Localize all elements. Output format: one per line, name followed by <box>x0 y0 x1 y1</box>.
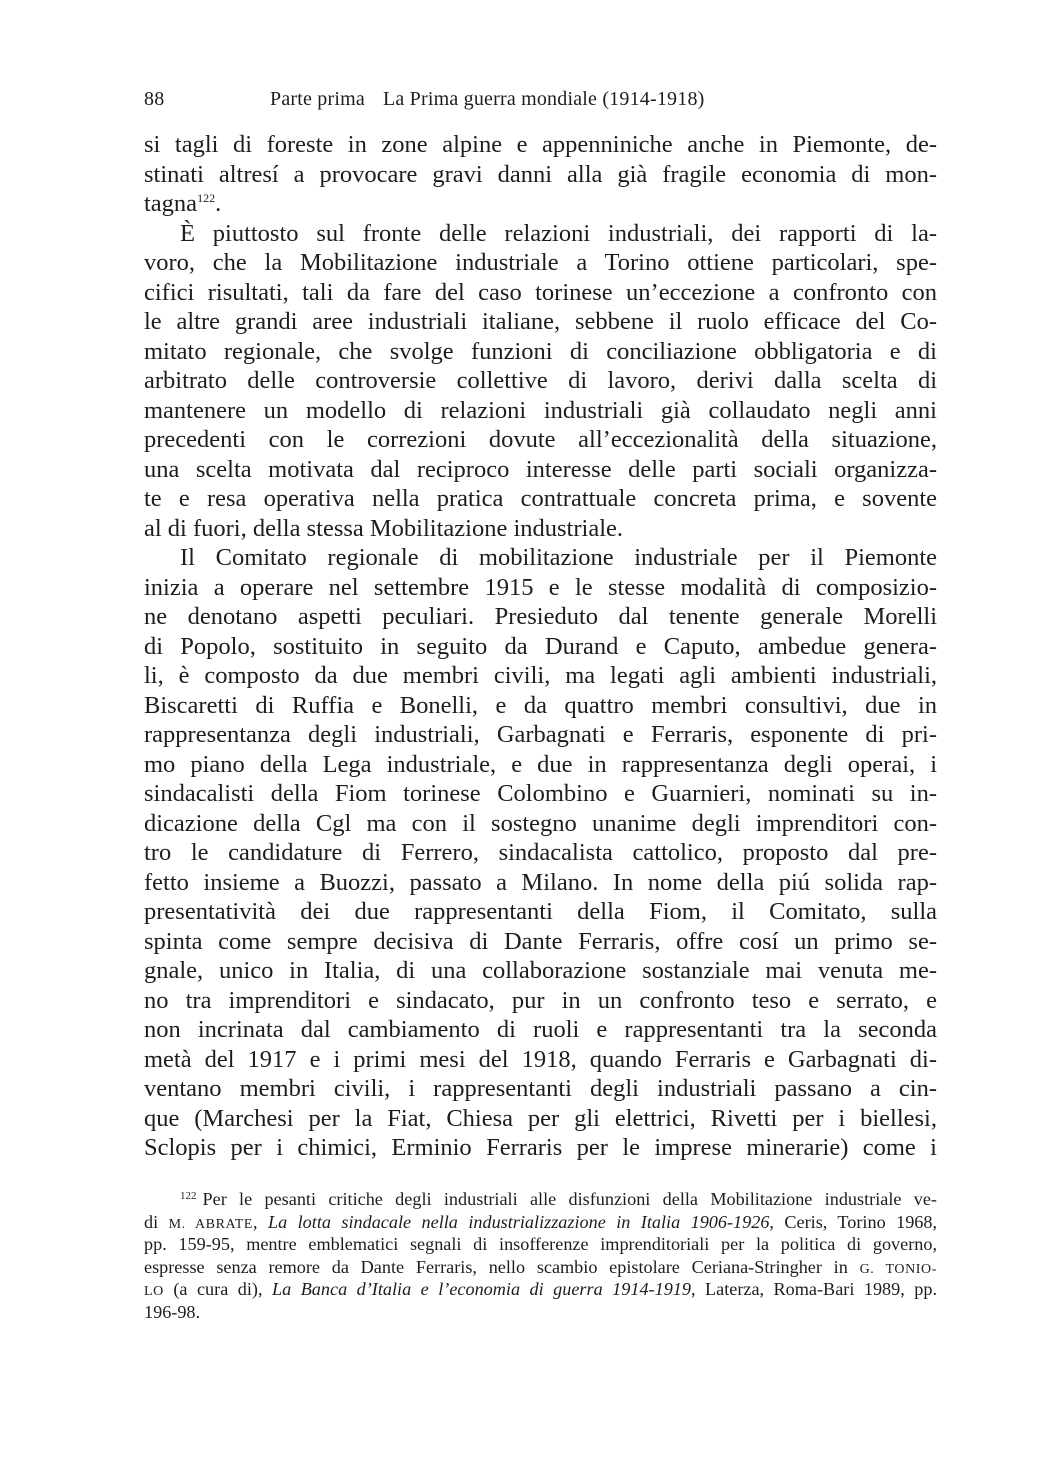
text-line: te e resa operativa nella pratica contrattuale concreta prima, e sovente <box>144 485 937 512</box>
text-fragment: , Ceris, Torino 1968, <box>769 1211 938 1232</box>
text-line: presentatività dei due rappresentanti della Fiom, il Comitato, sulla <box>144 898 937 925</box>
main-text <box>144 130 937 1163</box>
text-line: tro le candidature di Ferrero, sindacalista cattolico, proposto dal pre- <box>144 839 937 866</box>
text-line: spinta come sempre decisiva di Dante Ferraris, offre cosí un primo se- <box>144 927 937 955</box>
text-fragment: Per le pesanti critiche degli industriali alle disfunzioni della Mobilitazione industriale ve- <box>202 1189 937 1209</box>
text-line: ventano membri civili, i rappresentanti degli industriali passano a cin- <box>144 1075 937 1102</box>
text-line: una scelta motivata dal reciproco interesse delle parti sociali organizza- <box>144 455 937 483</box>
text-fragment: , Laterza, Roma-Bari 1989, pp. <box>690 1279 937 1299</box>
part-title: Parte prima <box>270 88 365 110</box>
text-line: al di fuori, della stessa Mobilitazione industriale. <box>144 514 623 542</box>
text-line: cifici risultati, tali da fare del caso torinese un’eccezione a confronto con <box>144 278 937 306</box>
footnote-reference[interactable]: 122 <box>197 191 216 205</box>
text-line: mantenere un modello di relazioni industriali già collaudato negli anni <box>144 396 937 424</box>
footnote <box>144 1188 937 1323</box>
book-title: La lotta sindacale nella industrializzazione in Italia 1906-1926 <box>267 1211 770 1232</box>
author-name: M. ABRATE <box>168 1216 253 1232</box>
author-name: LO <box>144 1284 164 1299</box>
text-line: mo piano della Lega industriale, e due in rappresentanza degli operai, i <box>144 750 937 778</box>
text-fragment: tagna <box>144 190 198 217</box>
chapter-title: La Prima guerra mondiale (1914-1918) <box>382 88 705 110</box>
text-line: que (Marchesi per la Fiat, Chiesa per gli elettrici, Rivetti per i biellesi, <box>144 1104 937 1132</box>
text-line: voro, che la Mobilitazione industriale a Torino ottiene particolari, spe- <box>144 249 937 276</box>
text-line: metà del 1917 e i primi mesi del 1918, quando Ferraris e Garbagnati di- <box>144 1045 937 1073</box>
text-line: Il Comitato regionale di mobilitazione industriale per il Piemonte <box>180 544 937 571</box>
text-fragment: espresse senza remore da Dante Ferraris, nello scambio epistolare Ceriana-Stringher in <box>144 1256 848 1277</box>
text-line: Sclopis per i chimici, Erminio Ferraris per le imprese minerarie) come i <box>144 1134 937 1161</box>
text-line: Biscaretti di Ruffia e Bonelli, e da quattro membri consultivi, due in <box>144 691 937 719</box>
author-name: G. TONIO- <box>859 1261 938 1277</box>
text-line: È piuttosto sul fronte delle relazioni industriali, dei rapporti di la- <box>180 219 937 247</box>
footnote-line: 196-98. <box>144 1301 201 1322</box>
running-title <box>270 82 705 116</box>
text-fragment: . <box>215 190 222 217</box>
footnote-line <box>144 1256 937 1279</box>
text-line: fetto insieme a Buozzi, passato a Milano. In nome della piú solida rap- <box>144 868 937 896</box>
footnote-line: pp. 159-95, mentre emblematici segnali di insofferenze imprenditoriali per la politica di governo, <box>144 1234 937 1254</box>
footnote-line <box>144 1188 937 1211</box>
text-line: precedenti con le correzioni dovute all’eccezionalità della situazione, <box>144 426 937 453</box>
book-title: La Banca d’Italia e l’economia di guerra 1914-1919 <box>272 1279 691 1299</box>
running-header <box>144 82 944 116</box>
text-line: no tra imprenditori e sindacato, pur in un confronto teso e serrato, e <box>144 986 937 1014</box>
text-fragment: (a cura di), <box>173 1279 263 1299</box>
text-fragment: , <box>253 1211 258 1232</box>
text-line: rappresentanza degli industriali, Garbagnati e Ferraris, esponente di pri- <box>144 721 937 748</box>
text-line: li, è composto da due membri civili, ma legati agli ambienti industriali, <box>144 662 937 689</box>
footnote-line <box>144 1211 937 1234</box>
text-line: si tagli di foreste in zone alpine e appenniniche anche in Piemonte, de- <box>144 131 937 158</box>
text-line: inizia a operare nel settembre 1915 e le stesse modalità di composizio- <box>144 573 937 601</box>
footnote-number: 122 <box>180 1190 197 1202</box>
footnote-line <box>144 1278 937 1301</box>
text-fragment: di <box>144 1211 159 1232</box>
text-line: gnale, unico in Italia, di una collaborazione sostanziale mai venuta me- <box>144 957 937 984</box>
text-line: le altre grandi aree industriali italiane, sebbene il ruolo efficace del Co- <box>144 308 937 335</box>
text-line: arbitrato delle controversie collettive di lavoro, derivi dalla scelta di <box>144 367 937 394</box>
text-line: non incrinata dal cambiamento di ruoli e rappresentanti tra la seconda <box>144 1016 937 1043</box>
page-number: 88 <box>144 88 165 110</box>
text-line: di Popolo, sostituito in seguito da Durand e Caputo, ambedue genera- <box>144 632 937 660</box>
text-line <box>144 189 937 219</box>
text-line: ne denotano aspetti peculiari. Presieduto dal tenente generale Morelli <box>144 603 937 630</box>
text-line: mitato regionale, che svolge funzioni di conciliazione obbligatoria e di <box>144 337 937 365</box>
text-line: dicazione della Cgl ma con il sostegno unanime degli imprenditori con- <box>144 809 937 837</box>
text-line: sindacalisti della Fiom torinese Colombino e Guarnieri, nominati su in- <box>144 780 937 807</box>
text-line: stinati altresí a provocare gravi danni alla già fragile economia di mon- <box>144 160 937 188</box>
